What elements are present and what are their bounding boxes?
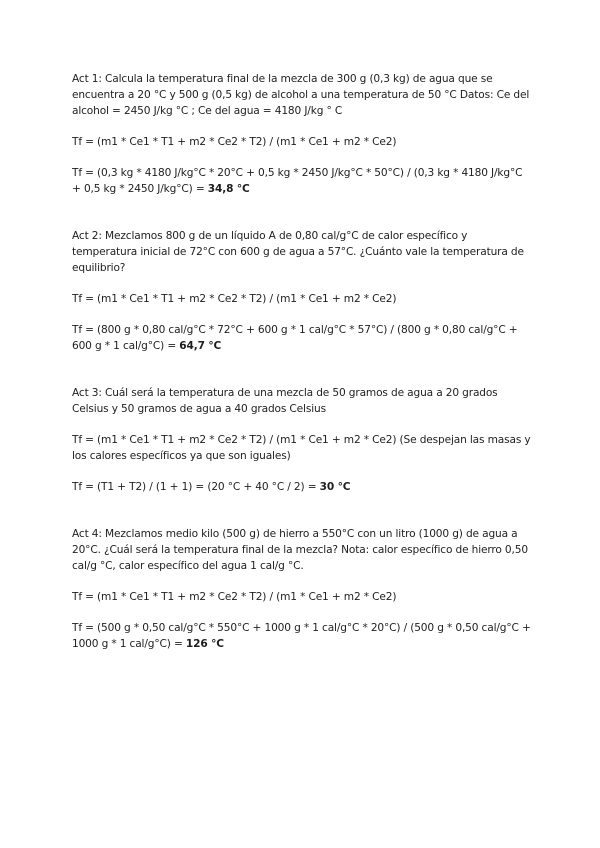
activity-calculation (72, 479, 532, 495)
activity-calculation (72, 165, 532, 197)
activity-3 (72, 385, 532, 495)
activity-calculation (72, 322, 532, 354)
activity-result: 30 °C (319, 481, 351, 493)
calculation-text: Tf = (0,3 kg * 4180 J/kg°C * 20°C + 0,5 kg * 2450 J/kg°C * 50°C) / (0,3 kg * 4180 J/kg°C + 0,5 kg * 2450 J/kg°C) = (72, 167, 523, 195)
activity-formula: Tf = (m1 * Ce1 * T1 + m2 * Ce2 * T2) / (m1 * Ce1 + m2 * Ce2) (72, 293, 397, 305)
activity-result: 34,8 °C (207, 183, 250, 195)
calculation-text: Tf = (500 g * 0,50 cal/g°C * 550°C + 1000 g * 1 cal/g°C * 20°C) / (500 g * 0,50 cal/g°C + 1000 g * 1 cal/g°C) = (72, 622, 531, 650)
activity-1 (72, 71, 532, 197)
activity-calculation (72, 620, 532, 652)
calculation-text: Tf = (800 g * 0,80 cal/g°C * 72°C + 600 g * 1 cal/g°C * 57°C) / (800 g * 0,80 cal/g°C + 600 g * 1 cal/g°C) = (72, 324, 518, 352)
activity-formula: Tf = (m1 * Ce1 * T1 + m2 * Ce2 * T2) / (m1 * Ce1 + m2 * Ce2) (Se despejan las masas y los calores específicos ya que son iguales) (72, 434, 531, 462)
activity-statement: Act 1: Calcula la temperatura final de la mezcla de 300 g (0,3 kg) de agua que se encuentra a 20 °C y 500 g (0,5 kg) de alcohol a una temperatura de 50 °C Datos: Ce del alcohol = 2450 J/kg °C ; Ce del agua = 4180 J/kg ° C (72, 73, 530, 117)
calculation-text: Tf = (T1 + T2) / (1 + 1) = (20 °C + 40 °C / 2) = (72, 481, 320, 493)
activity-result: 126 °C (185, 638, 224, 650)
document-body (72, 71, 532, 652)
activity-formula: Tf = (m1 * Ce1 * T1 + m2 * Ce2 * T2) / (m1 * Ce1 + m2 * Ce2) (72, 136, 397, 148)
activity-statement: Act 4: Mezclamos medio kilo (500 g) de hierro a 550°C con un litro (1000 g) de agua a 20°C. ¿Cuál será la temperatura final de la mezcla? Nota: calor específico de hierro 0,50 cal/g °C, calor específico del agua 1 cal/g °C. (72, 528, 528, 572)
activity-statement: Act 2: Mezclamos 800 g de un líquido A de 0,80 cal/g°C de calor específico y temperatura inicial de 72°C con 600 g de agua a 57°C. ¿Cuánto vale la temperatura de equilibrio? (72, 230, 524, 274)
activity-formula: Tf = (m1 * Ce1 * T1 + m2 * Ce2 * T2) / (m1 * Ce1 + m2 * Ce2) (72, 591, 397, 603)
activity-result: 64,7 °C (179, 340, 222, 352)
activity-statement: Act 3: Cuál será la temperatura de una mezcla de 50 gramos de agua a 20 grados Celsius y 50 gramos de agua a 40 grados Celsius (72, 387, 498, 415)
activity-2 (72, 228, 532, 354)
activity-4 (72, 526, 532, 652)
